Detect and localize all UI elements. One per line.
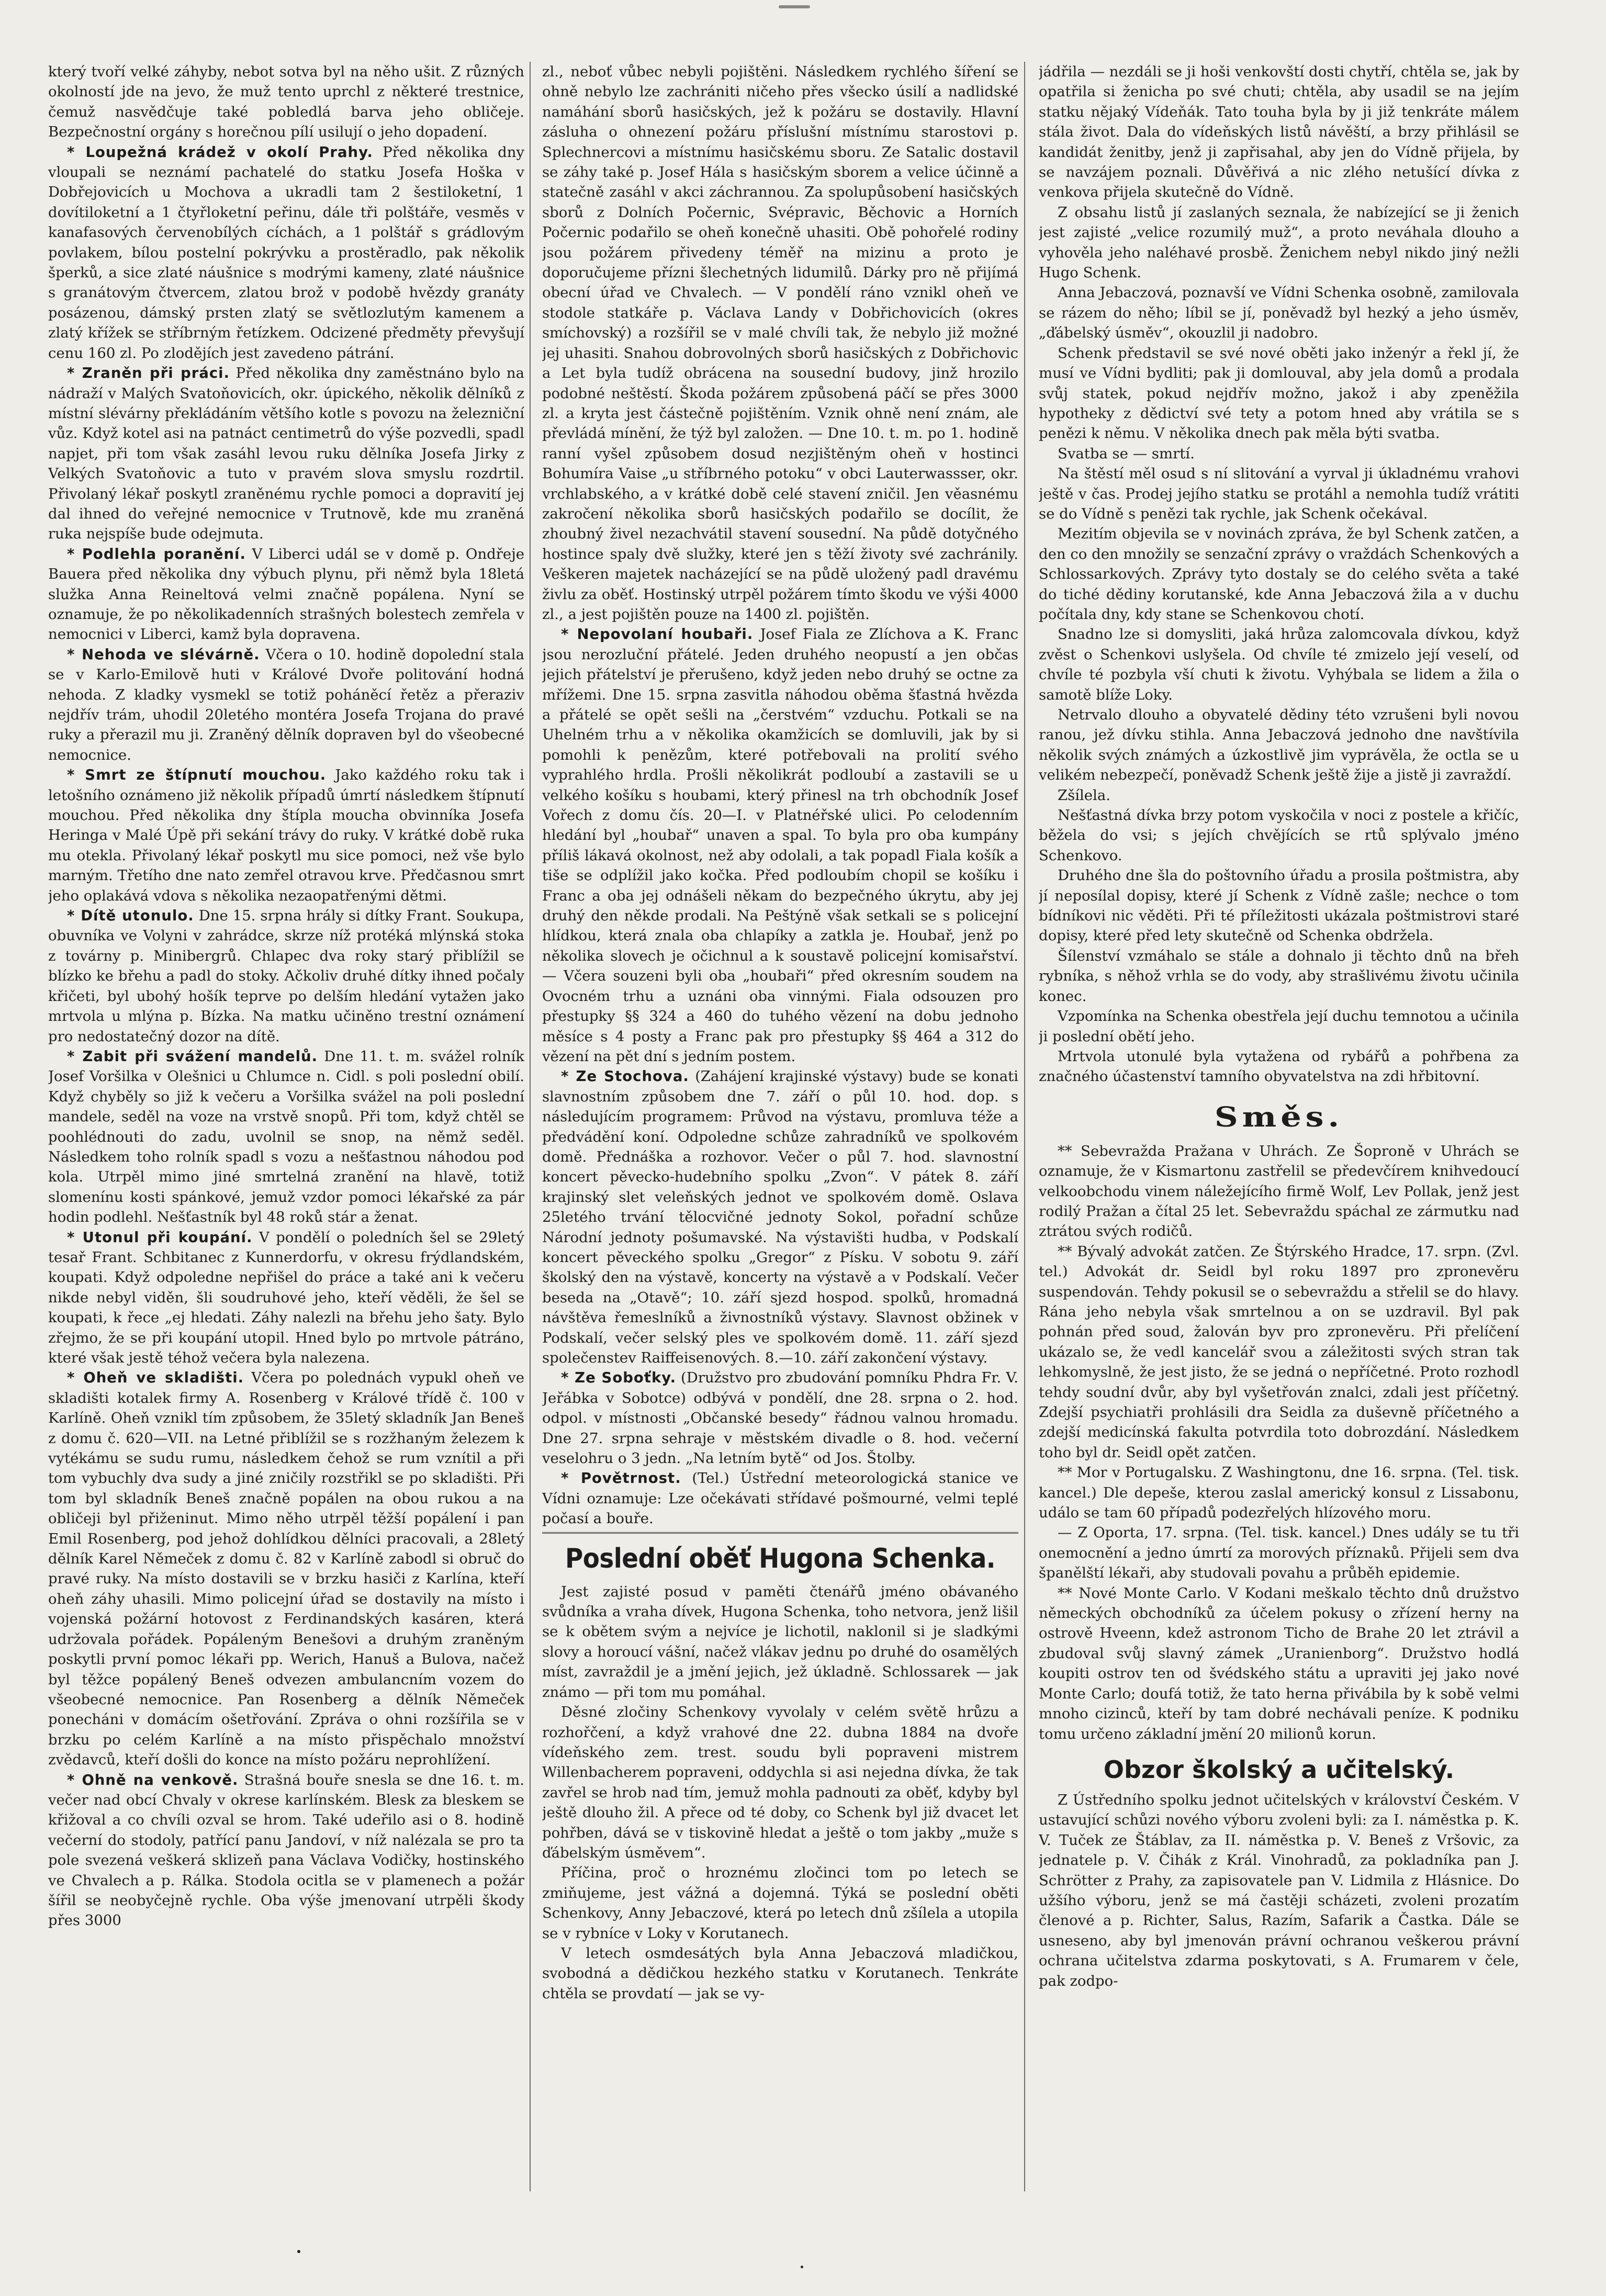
- ink-speck: [297, 2250, 300, 2253]
- news-text: Dne 15. srpna hrály si dítky Frant. Soukupa, obuvníka ve Volyni v zahrádce, skrze níž protéká mlýnská stoka z továrny p. Minibergrů. Chlapec dva roky starý přiblížil se blízko ke břehu a padl do stoky. Ačkoliv druhé dítky ihned počaly křičeti, byl ubohý hošík teprve po delším hledání vytažen jako mrtvola u mlýna p. Bízka. Na matku učiněno trestní oznámení pro nedostatečný dozor na dítě.: [48, 907, 524, 1045]
- news-heading: * Loupežná krádež v okolí Prahy.: [67, 143, 373, 161]
- article-paragraph: Zšílela.: [1058, 786, 1111, 804]
- news-item: [48, 544, 524, 645]
- news-item: — Z Oporta, 17. srpna. (Tel. tisk. kancel.) Dnes udály se tu tři onemocnění a jedno úmrtí za morových příznaků. Přijeli sem dva španělští lékaři, aby studovali povahu a průběh epidemie.: [1039, 1524, 1519, 1582]
- news-text: (Tel.) Ústřední meteorologická stanice ve Vídni oznamuje: Lze očekávati střídavé pošmourné, velmi teplé počasí a bouře.: [542, 1470, 1018, 1527]
- article-paragraph: Schenk představil se své nové oběti jako inženýr a řekl jí, že musí ve Vídni bydliti; pak ji domlouval, aby jela domů a prodala svůj statek, pokud nejdřív možno, jakož i aby zpeněžila hypotheky z dědictví své tety a potom hned aby vrátila se s penězi k němu. V několika dnech pak měla býti svatba.: [1039, 344, 1519, 442]
- column-middle: [542, 62, 1018, 2259]
- column-rule: [530, 62, 531, 2191]
- article-paragraph: Anna Jebaczová, poznavší ve Vídni Schenka osobně, zamilovala se rázem do něho; líbil se jí, poněvadž byl hezký a jeho úsměv, „ďábelský úsměv“, okouzlil ji nadobro.: [1039, 284, 1519, 342]
- article-paragraph: jádřila — nezdáli se ji hoši venkovští dosti chytří, chtěla se, jak by opatřila si ženicha po své chuti; chtěla, aby usadil se na jejím statku nějaký Vídeňák. Tato touha byla by ji již tenkráte málem stála život. Dala do vídeňských listů návěští, a brzy přihlásil se kandidát ženitby, jenž ji zapřisahal, aby jen do Vídně přijela, by se navzájem poznali. Důvěřivá a nic zlého netušící dívka z venkova přijela skutečně do Vídně.: [1039, 63, 1519, 201]
- news-text: V pondělí o poledních šel se 29letý tesař Frant. Schbitanec z Kunnerdorfu, v okresu frýdlandském, koupati. Když odpoledne nepřišel do práce a také ani k večeru nikde nebyl viděn, šli soudruhové jeho, kteří věděli, že šel se koupati, k řece „ej hledati. Záhy nalezli na břehu jeho šaty. Bylo zřejmo, že se při koupání utopil. Hned bylo po mrtvole pátráno, které však jestě téhož večera byla nalezena.: [48, 1229, 524, 1366]
- article-paragraph: Mezitím objevila se v novinách zpráva, že byl Schenk zatčen, a den co den množily se senzační zprávy o vraždách Schenkových a Schlossarkových. Zprávy tyto dostaly se do celého světa a také do tiché dědiny korutanské, kde Anna Jebaczová žila a v duchu počítala dny, kdy stane se Schenkovou chotí.: [1039, 525, 1519, 623]
- article-paragraph: Druhého dne šla do poštovního úřadu a prosila poštmistra, aby jí neposílal dopisy, které jí Schenk z Vídně zašle; nechce o tom bídníkovi nic věděti. Při té příležitosti ukázala poštmistrovi staré dopisy, které před lety skutečně od Schenka obdržela.: [1039, 867, 1519, 944]
- news-text: Jako každého roku tak i letošního oznámeno již několik případů úmrtí následkem štípnutí mouchou. Před několika dny štípla moucha obvinníka Josefa Heringa v Malé Úpě při sekání trávy do ruky. V krátké době ruka mu otekla. Přivolaný lékař poskytl mu sice pomoci, než vše bylo marným. Třetího dne nato zemřel otravou krve. Předčasnou smrt jeho oplakává vdova s několika nezaopatřenými dětmi.: [48, 767, 524, 904]
- news-item: Z Ústředního spolku jednot učitelských v království Českém. V ustavující schůzi nového výboru zvoleni byli: za I. náměstka p. K. V. Tuček ze Štáblav, za II. náměstka p. V. Beneš z Vršovic, za jednatele p. V. Čihák z Král. Vinohradů, za pokladníka pan J. Schrötter z Prahy, za zapisovatele pan V. Lidmila z Hlásnice. Do užšího výboru, jenž se má častěji scházeti, zvoleni prozatím členové a p. Richter, Salus, Razím, Safarik a Častka. Dále se usneseno, aby byl jmenován právní ochranou veškerou právní ochrana učitelstva zdarma poskytovati, s A. Frumarem v čele, pak zodpo-: [1039, 1791, 1519, 1989]
- news-text: Před několika dny zaměstnáno bylo na nádraží v Malých Svatoňovicích, okr. úpického, několik dělníků z místní slévárny překládáním většího kotle s povozu na železniční vůz. Když kotel asi na patnáct centimetrů do výše pozvedli, spadl napjet, při tom však zasáhl levou ruku dělníka Josefa Jirky z Velkých Svatoňovic a tuto v pravém slova smyslu rozdrtil. Přivolaný lékař poskytl zraněnému rychle pomoci a dopravití jej dal ihned do veřejné nemocnice v Trutnově, kde mu zraněná ruka nejspíše bude odejmuta.: [48, 365, 524, 543]
- news-item: [542, 1468, 1018, 1528]
- news-heading: * Ohně na venkově.: [67, 1771, 239, 1788]
- column-right: [1039, 62, 1519, 2259]
- news-item: ** Mor v Portugalsku. Z Washingtonu, dne 16. srpna. (Tel. tisk. kancel.) Dle depeše, kterou zaslal americký konsul z Lissabonu, událo se tam 60 případů podezřelých hlízového moru.: [1039, 1464, 1519, 1522]
- news-item: [48, 363, 524, 544]
- news-text: Před několika dny vloupali se neznámí pachatelé do statku Josefa Hoška v Dobřejovicích u Mochova a ukradli tam 2 šestiloketní, 1 dovítiloketní a 1 čtyřloketní peřinu, dále tři polštáře, vesměs v kanafasových červenobílých cíchách, a 1 polštář s grádlovým povlakem, bílou postelní pokrývku a prostěradlo, pak několik šperků, a sice zlaté náušnice s modrými kameny, zlaté náušnice s granátovým čtvercem, zlatou brož v podobě hvězdy granáty posázenou, dámský prsten zlatý se světlozlutým kamenem a zlatý křížek se stříbrným řetízkem. Odcizené předměty převyšují cenu 160 zl. Po zlodějích jest zavedeno pátrání.: [48, 143, 524, 362]
- news-item: [48, 765, 524, 906]
- news-heading: * Podlehla poranění.: [67, 545, 246, 562]
- article-paragraph: Na štěstí měl osud s ní slitování a vyrval ji úkladnému vrahovi ještě v čas. Prodej jejího statku se protáhl a nemohla tudíž vrátiti se do Vídně s penězi tak rychle, jak Schenk očekával.: [1039, 465, 1519, 522]
- article-paragraph: Jest zajisté posud v paměti čtenářů jméno obávaného svůdníka a vraha dívek, Hugona Schenka, toho netvora, jenž lišil se k obětem svým a nejvíce je lichotil, naklonil si je sladkými slovy a horoucí vášní, načež vlákav jednu po druhé do osamělých míst, zavraždil je a jmění jejich, jež úkladně. Schlossarek — jak známo — při tom mu pomáhal.: [542, 1583, 1018, 1701]
- news-item: [48, 1368, 524, 1770]
- article-paragraph: Z obsahu listů jí zaslaných seznala, že nabízející se ji ženich jest zajisté „velice rozumilý muž“, a proto neváhala dlouho a vyhověla jeho naléhavé prosbě. Ženichem nebyl nikdo jiný nežli Hugo Schenk.: [1039, 204, 1519, 282]
- article-paragraph: Děsné zločiny Schenkovy vyvolaly v celém světě hrůzu a rozhořčení, a když vrahové dne 22. dubna 1884 na dvoře vídeňského zem. trest. soudu byli popraveni mistrem Willenbacherem popraveni, oddychla si asi nejedna dívka, že tak zavřel se hrob nad tím, jemuž mohla padnouti za oběť, kdyby byl ještě dlouho žil. A přece od té doby, co Schenk byl již dvacet let pohřben, dává se v tiskovině hledat a ještě o tom jakby „muže s ďábelským úsměvem“.: [542, 1704, 1018, 1861]
- news-item: [48, 1770, 524, 1931]
- news-heading: * Zraněn při práci.: [67, 365, 230, 382]
- article-paragraph: Snadno lze si domysliti, jaká hrůza zalomcovala dívkou, když zvěst o Schenkovi uslyšela. Od chvíle té zmizelo její veselí, od chvíle té pozbyla vší chuti k životu. Vyhýbala se lidem a žila o samotě blíže Loky.: [1039, 626, 1519, 703]
- section-title-smes: Směs.: [1214, 1100, 1344, 1133]
- news-heading: * Zabit při svážení mandelů.: [67, 1048, 318, 1065]
- news-heading: * Oheň ve skladišti.: [67, 1369, 244, 1387]
- paragraph: zl., neboť vůbec nebyli pojištěni. Následkem rychlého šíření se ohně nebylo lze zachrániti ničeho přes všecko úsilí a nadlidské namáhání sborů hasičských, jež k požáru se dostavily. Hlavní zásluha o ohnezení požáru příslušní místnímu starostovi p. Splechnercovi a místnímu hasičskému sboru. Ze Satalic dostavil se záhy také p. Josef Hála s hasičským sborem a velice účinně a statečně zasáhl v akci záchrannou. Za spolupůsobení hasičských sborů z Dolních Počernic, Svépravic, Běchovic a Horních Počernic podařilo se oheň konečně uhasiti. Obě pohořelé rodiny jsou požárem přivedeny téměř na mizinu a proto je doporučujeme přízni šlechetných lidumilů. Dárky pro ně přijímá obecní úřad ve Chvalech. — V pondělí ráno vznikl oheň ve stodole statkáře p. Václava Landy v Dobřichovicích (okres smíchovský) a rozšířil se v malé chvíli tak, že nebylo již možné jej uhasiti. Snahou dobrovolných sborů hasičských z Dobřichovic a Let byla tudíž obrácena na sousední budovy, jinž hrozilo podobné neštěstí. Škoda požárem způsobená páčí se přes 3000 zl. a kryta jest částečně pojištěním. Vznik ohně není znám, ale převládá mínění, že týž byl založen. — Dne 10. t. m. po 1. hodině ranní vyšel způsobem dosud nezjištěným oheň v hostinci Bohumíra Vaise „u stříbrného potoku“ v obci Lauterwassser, okr. vrchlabského, a v krátké době celé stavení zničil. Jen věasnému zakročení několika sborů hasičských podařilo se docílit, že zhoubný živel nezachvátil stavení sousední. Na půdě dotyčného hostince spaly dvě služky, které jen s těží životy své zachránily. Veškeren majetek nacházející se na půdě uložený padl dravému živlu za oběť. Hostinský utrpěl požárem tímto škodu ve výši 4000 zl., a jest pojištěn pouze na 1400 zl. pojištěn.: [542, 63, 1018, 623]
- news-item: [48, 1228, 524, 1368]
- news-heading: * Smrt ze štípnutí mouchou.: [67, 767, 327, 784]
- ink-speck: [801, 2266, 803, 2268]
- news-heading: * Nehoda ve slévárně.: [67, 646, 260, 663]
- article-paragraph: Svatba se — smrtí.: [1058, 445, 1195, 462]
- article-paragraph: Vzpomínka na Schenka obestřela její duchu temnotou a učinila ji poslední obětí jeho.: [1039, 1008, 1519, 1045]
- column-left: [48, 62, 524, 2259]
- ink-mark: [779, 5, 810, 8]
- news-item: [542, 1066, 1018, 1368]
- news-text: Včera po polednách vypukl oheň ve skladišti kotalek firmy A. Rosenberg v Králové třídě č. 100 v Karlíně. Oheň vznikl tím způsobem, že 35letý skladník Jan Beneš z domu č. 620—VII. na Letné přiblížil se s rozžhaným železem k vytékámu se sudu rumu, následkem čehož se rum vznítil a při tom vybuchly dva sudy a jiné zničily rozstřikl se po skladišti. Při tom byl skladník Beneš značně popálen na obou rukou a na obličeji byl přiženinut. Mimo něho utrpěl těžší popálení i pan Emil Rosenberg, pod jehož dohlídkou dělníci pracovali, a 28letý dělník Karel Němeček z domu č. 82 v Karlíně zabodl si obruč do pravé ruky. Na místo dostavili se v brzku hasiči z Karlína, kteří oheň záhy uhasili. Mimo policejní úřad se dostavily na místo i vojenská požární hotovost z Ferdinandských kasáren, která udržovala pořádek. Popáleným Benešovi a druhým zraněným poskytli první pomoc lékaři pp. Werich, Hanuš a Bulova, načež byl těžce popálený Beneš odvezen ambulancním vozem do všeobecné nemocnice. Pan Rosenberg a dělník Němeček ponecháni v domácím ošetřování. Zpráva o ohni rozšířila se v brzku po celém Karlíně a na místo přispěchalo množství zvědavců, kteří došli do konce na místo požáru neprohlížení.: [48, 1369, 524, 1769]
- news-item: [542, 624, 1018, 1066]
- article-paragraph: Šílenství vzmáhalo se stále a dohnalo ji těchto dnů na břeh rybníka, s něhož vrhla se do vody, aby strašlivému životu učinila konec.: [1039, 947, 1519, 1005]
- news-text: (Zahájení krajinské výstavy) bude se konati slavnostním způsobem dne 7. září o půl 10. hod. dop. s následujícím programem: Průvod na výstavu, promluva téže a předvádění koní. Odpoledne schůze zahradníků ve spolkovém domě. Přednáška a rozhovor. Večer o půl 7. hod. slavnostní koncert pěvecko-hudebního spolku „Zvon“. V pátek 8. září krajinský slet veleňských jednot ve spolkovém domě. Oslava 25letého trvání tělocvičné jednoty Sokol, pořadní schůze Národní jednoty pošumavské. Na výstavišti hudba, v Podskalí koncert pěveckého spolku „Gregor“ z Písku. V sobotu 9. září školský den na výstavě, koncerty na výstavě a v Podskalí. Večer beseda na „Otavě“; 10. září sjezd hospod. spolků, hromadná návštěva řemeslníků a živnostníků výstavy. Slavnost obžinek v Podskalí, večer selský ples ve spolkovém domě. 11. září sjezd společenstev Raiffeisenových. 8.—10. září zakončení výstavy.: [542, 1068, 1018, 1366]
- news-item: ** Bývalý advokát zatčen. Ze Štýrského Hradce, 17. srpn. (Zvl. tel.) Advokát dr. Seidl byl roku 1897 pro zpronevěru suspendován. Tehdy pokusil se o sebevraždu a střelil se do hlavy. Rána jeho nebyla však smrtelnou a on se uzdravil. Byl pak pohnán před soud, žalován byv pro zpronevěru. Při přelíčení ukázalo se, že vedl kancelář svou a záležitosti svých stran tak lehkomyslně, že jest jisto, že se jedná o nepříčetné. Proto rozhodl tehdy soudní dvůr, aby byl vyšetřován znalci, zdali jest příčetný. Zdejší psychiatři prohlásili dra Seidla za duševně příčetného a zdejší medicínská fakulta potvrdila toto dobrozdání. Následkem toho byl dr. Seidl opět zatčen.: [1039, 1243, 1519, 1461]
- article-title: Poslední oběť Hugona Schenka.: [565, 1543, 996, 1574]
- news-text: Josef Fiala ze Zlíchova a K. Franc jsou nerozluční přátelé. Jeden druhého neopustí a jen občas jejich přátelství je přerušeno, když jeden nebo druhý se octne za mřížemi. Dne 15. srpna zasvitla náhodou oběma šťastná hvězda a přátelé se opět sešli na „čerstvém“ vzduchu. Potkali se na Uhelném trhu a v několika okamžicích se domluvili, jak by si pomohli k penězům, které potřebovali na prolití svého vyprahlého hrdla. Prošli několikrát podloubí a zastavili se u velkého košíku s houbami, který přinesl na trh obchodník Josef Vořech z domu čís. 20—I. v Platnéřské ulici. Po celodenním hledání byl „houbař“ unaven a spal. To byla pro oba kumpány příliš lákavá okolnost, než aby odolali, a tak popadl Fiala košík a tiše se odplížil jako kočka. Před podloubím chopil se košíku i Franc a oba jej odnášeli někam do bezpečného úkrytu, aby jej druhý den někde prodali. Na Peštýně však setkali se s policejní hlídkou, která znala oba chlapíky a zatkla je. Houbař, jenž po několika slovech je očichnul a k soustavě policejní komisařství. — Včera souzeni byli oba „houbaři“ před okresním soudem na Ovocném trhu a uznáni oba vinnými. Fiala odsouzen pro přestupky §§ 324 a 460 do tuhého vězení na dobu jednoho měsíce s 4 posty a Franc pak pro přestupky §§ 464 a 312 do vězení na pět dní s jedním postem.: [542, 626, 1018, 1065]
- news-item: ** Sebevražda Pražana v Uhrách. Ze Šoproně v Uhrách se oznamuje, že v Kismartonu zastřelil se předevčírem knihvedoucí velkoobchodu vinem náležejícího firmě Wolf, Lev Pollak, jenž jest rodilý Pražan a čítal 25 let. Sebevraždu spáchal ze zármutku nad ztrátou svých rodičů.: [1039, 1142, 1519, 1240]
- news-item: [48, 645, 524, 765]
- news-item: [48, 906, 524, 1046]
- news-heading: * Ze Soboťky.: [561, 1369, 677, 1387]
- paragraph: který tvoří velké záhyby, nebot sotva byl na něho ušit. Z různých okolností jde na jevo, že muž tento uprchl z některé trestnice, čemuž nasvědčuje také pobledlá barva jeho obličeje. Bezpečnostní orgány s horečnou pílí usilují o jeho dopadení.: [48, 63, 524, 141]
- news-heading: * Dítě utonulo.: [67, 907, 194, 925]
- news-heading: * Ze Stochova.: [561, 1068, 689, 1085]
- section-title-school: Obzor školský a učitelský.: [1103, 1755, 1455, 1784]
- news-text: Strašná bouře snesla se dne 16. t. m. večer nad obcí Chvaly v okrese karlínském. Blesk za bleskem se křižoval a co chvíli ozval se hrom. Také udeřilo asi o 8. hodině večerní do stodoly, patřící panu Jandoví, v níž nalézala se pro ta pole svezená veškerá sklizeň pana Václava Vodičky, hostinského ve Chvalech a p. Rálka. Stodola ocitla se v plamenech a požár šířil se neobyčejně rychle. Oba výše jmenovaní utrpěli škody přes 3000: [48, 1771, 524, 1929]
- news-heading: * Nepovolaní houbaři.: [561, 626, 754, 643]
- news-text: Dne 11. t. m. svážel rolník Josef Voršilka v Olešnici u Chlumce n. Cidl. s poli poslední obilí. Když chyběly so již k večeru a Voršilka svážel na poli poslední mandele, seděl na voze na vrstvě snopů. Při tom, když chtěl se poohlédnouti do zadu, uvolnil se snop, na němž seděl. Následkem toho rolník spadl s vozu a nešťastnou náhodou pod kola. Utrpěl mimo jiné smrtelná zranění na hlavě, totiž slomenínu kosti spánkové, jemuž vzdor pomoci lékařské za pár hodin podlehl. Nešťastník byl 48 roků stár a ženat.: [48, 1048, 524, 1226]
- article-divider: [542, 1532, 1018, 1534]
- news-item: ** Nové Monte Carlo. V Kodani meškalo těchto dnů družstvo německých obchodníků za účelem pokusy o zřízení herny na ostrově Hveenn, kdež astronom Ticho de Brahe 20 let ztrávil a zbudoval svůj slavný zámek „Uranienborg“. Družstvo hodlá koupiti ostrov ten od švédského státu a upraviti jej jako nové Monte Carlo; doufá totiž, že tato herna přivábila by k sobě velmi mnoho cizinců, kteří by tam dobré nechávali peníze. K podniku tomu určeno základní jmění 20 milionů korun.: [1039, 1584, 1519, 1742]
- article-paragraph: Nešťastná dívka brzy potom vyskočila v noci z postele a křičíc, běžela do vsi; s jejích chvějících se rtů splývalo jméno Schenkovo.: [1039, 807, 1519, 864]
- news-text: (Družstvo pro zbudování pomníku Phdra Fr. V. Jeřábka v Sobotce) odbývá v pondělí, dne 28. srpna o 2. hod. odpol. v místnosti „Občanské besedy“ řádnou valnou hromadu. Dne 27. srpna sehraje v městském divadle o 8. hod. večerní veselohru o 3 jedn. „Na letním bytě“ od Jos. Štolby.: [542, 1369, 1018, 1467]
- news-item: [48, 1046, 524, 1228]
- article-paragraph: Příčina, proč o hroznému zločinci tom po letech se zmiňujeme, jest vážná a dojemná. Týká se poslední oběti Schenkovy, Anny Jebaczové, která po letech dnů zšílela a utopila se v rybníce v Loky v Korutanech.: [542, 1864, 1018, 1942]
- news-text: V Liberci udál se v domě p. Ondřeje Bauera před několika dny výbuch plynu, při němž byla 18letá služka Anna Reineltová velmi značně popálena. Nyní se oznamuje, že po několikadenních strašných bolestech zemřela v nemocnici v Liberci, kamž byla dopravena.: [48, 545, 524, 643]
- news-text: Včera o 10. hodině dopolední stala se v Karlo-Emilově huti v Králové Dvoře politování hodná nehoda. Z kladky vysmekl se totiž poháněcí řetěz a přeraziv nejdřív trám, uhodil 20letého montéra Josefa Trojana do pravé ruky a přerazil mu ji. Zraněný dělník dopraven byl do všeobecné nemocnice.: [48, 646, 524, 763]
- news-heading: * Povětrnost.: [561, 1470, 681, 1487]
- article-paragraph: V letech osmdesátých byla Anna Jebaczová mladičkou, svobodná a dědičkou hezkého statku v Korutanech. Tenkráte chtěla se provdatí — jak se vy-: [542, 1944, 1018, 2002]
- article-paragraph: Netrvalo dlouho a obyvatelé dědiny této vzrušeni byli novou ranou, jež dívku stihla. Anna Jebaczová jednoho dne navštívila několik svých známých a úzkostlivě jim vyprávěla, že octla se u velikém nebezpečí, poněvadž Schenk ještě žije a jistě ji zavraždí.: [1039, 706, 1519, 784]
- column-rule: [1024, 62, 1025, 2191]
- news-item: [48, 142, 524, 363]
- article-paragraph: Mrtvola utonulé byla vytažena od rybářů a pohřbena za značného účastenství tamního obyvatelstva na zdi hřbitovní.: [1039, 1048, 1519, 1085]
- news-heading: * Utonul při koupání.: [67, 1229, 253, 1246]
- news-item: [542, 1368, 1018, 1468]
